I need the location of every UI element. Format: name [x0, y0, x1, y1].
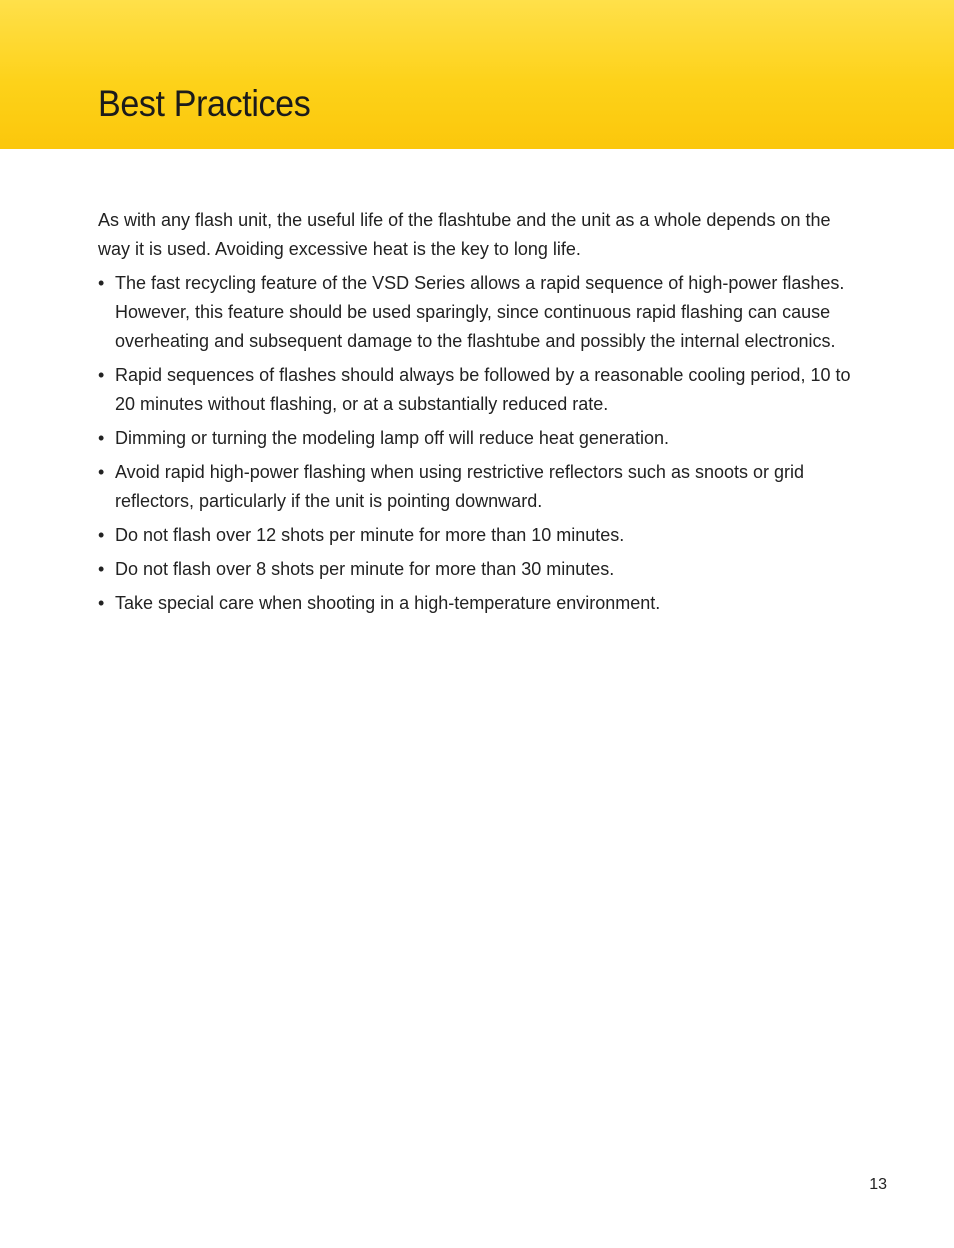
list-item — [98, 269, 863, 356]
list-item — [98, 555, 863, 584]
page-number: 13 — [869, 1176, 887, 1193]
bullet-icon: • — [98, 593, 105, 613]
list-item-text: Do not flash over 12 shots per minute for more than 10 minutes. — [115, 525, 625, 545]
best-practices-list — [98, 269, 868, 618]
bullet-icon: • — [98, 428, 105, 448]
list-item — [98, 424, 863, 453]
list-item — [98, 589, 863, 618]
list-item — [98, 361, 863, 419]
list-item — [98, 521, 863, 550]
list-item-text: Do not flash over 8 shots per minute for more than 30 minutes. — [115, 559, 615, 579]
bullet-icon: • — [98, 462, 105, 482]
list-item-text: Rapid sequences of flashes should always be followed by a reasonable cooling period, 10 to 20 minutes without flashing, or at a substantially reduced rate. — [115, 365, 851, 414]
list-item-text: The fast recycling feature of the VSD Series allows a rapid sequence of high-power flashes. However, this feature should be used sparingly, since continuous rapid flashing can cause overheating and subsequent damage to the flashtube and possibly the internal electronics. — [115, 273, 845, 351]
intro-paragraph: As with any flash unit, the useful life of the flashtube and the unit as a whole depends on the way it is used. Avoiding excessive heat is the key to long life. — [98, 210, 831, 259]
bullet-icon: • — [98, 365, 105, 385]
bullet-icon: • — [98, 559, 105, 579]
list-item-text: Avoid rapid high-power flashing when using restrictive reflectors such as snoots or grid reflectors, particularly if the unit is pointing downward. — [115, 462, 805, 511]
bullet-icon: • — [98, 273, 105, 293]
list-item-text: Dimming or turning the modeling lamp off will reduce heat generation. — [115, 428, 669, 448]
bullet-icon: • — [98, 525, 105, 545]
list-item-text: Take special care when shooting in a high-temperature environment. — [115, 593, 661, 613]
main-content — [98, 206, 868, 623]
list-item — [98, 458, 863, 516]
page-title: Best Practices — [98, 83, 311, 124]
